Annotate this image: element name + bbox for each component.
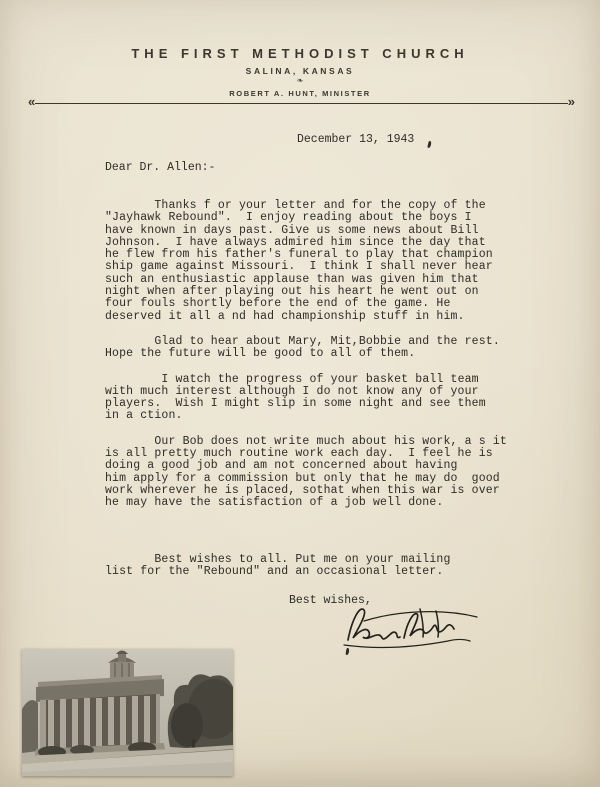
letter-body [105,200,553,591]
divider-line [35,103,568,104]
divider-left-arrow-icon: « [28,94,36,109]
church-location: SALINA, KANSAS [245,66,355,76]
letter-paragraph: I watch the progress of your basket ball team with much interest although I do not know any of your players. Wish I might slip in some night and see them in a ction. [105,372,486,423]
church-photo-illustration [22,649,233,776]
letter-paragraph: Best wishes to all. Put me on your mailing list for the "Rebound" and an occasional letter. [105,552,451,578]
church-name: THE FIRST METHODIST CHURCH [131,46,469,61]
ink-speck [427,141,432,149]
signature-strokes [336,599,488,653]
church-photo [22,649,233,776]
minister-name: ROBERT A. HUNT, MINISTER [229,89,371,98]
letter-paragraph: Thanks f or your letter and for the copy of the "Jayhawk Rebound". I enjoy reading about the boys I have known in days past. Give us some news about Bill Johnson. I have always admired him since the day that he flew from his father's funeral to play that champion ship game against Missouri. I think I shall never hear such an enthusiastic applause than was given him that night when after playing out his heart he went out on four fouls shortly before the end of the game. He deserved it all a nd had championship stuff in him. [105,199,493,323]
closing-line: Best wishes, [289,594,372,607]
letter-paragraph: Our Bob does not write much about his work, a s it is all pretty much routine work each day. I feel he is doing a good job and am not concerned about having him apply for a commission but only that he may do good work wherever he is placed, sothat when this war is over he may have the satisfaction of a job well done. [105,434,507,510]
handwritten-signature [336,599,488,653]
fleuron-icon: ❧ [296,76,304,85]
ink-speck [345,648,349,655]
letter-date: December 13, 1943 [297,133,415,146]
letterhead [0,46,600,98]
letter-paragraph: Glad to hear about Mary, Mit,Bobbie and the rest. Hope the future will be good to all of them. [105,334,500,361]
divider-right-arrow-icon: » [567,94,575,109]
salutation: Dear Dr. Allen:- [105,161,216,174]
letterhead-divider [28,94,575,109]
